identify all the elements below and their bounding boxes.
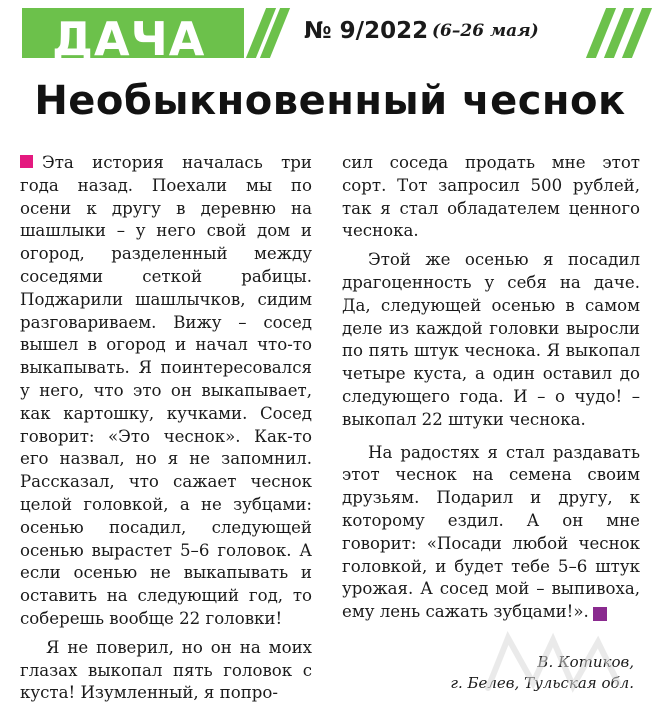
paragraph: Этой же осенью я посадил драгоценность у себя на даче. Да, следующей осенью в самом деле из каждой головки выросли по пять штук чеснока. Я выкопал четыре куста, а один оставил до следующего года. И – о чудо! – выкопал 22 штуки чеснока. (342, 250, 640, 429)
paragraph-text: Эта история началась три года назад. Поехали мы по осени к другу в деревню на шашлыки – у него свой дом и огород, разделенный между соседями сеткой рабицы. Поджарили шашлычков, сидим разговариваем. Вижу – сосед вышел в огород и начал что-то выкапывать. Я поинтересовался у него, что это он выкапывает, как картошку, кучками. Сосед говорит: «Это чеснок». Как-то его назвал, но я не запомнил. Рассказал, что сажает чеснок целой головкой, а не зубцами: осенью посадил, следующей осенью вырастет 5–6 головок. А если осенью не выкапывать и оставить на следующий год, то соберешь вообще 22 головки! (20, 153, 312, 628)
brand-name: ДАЧА (52, 12, 206, 66)
issue-dates: (6–26 мая) (432, 21, 539, 41)
lead-marker-icon (20, 155, 33, 168)
issue-number: № 9/2022 (304, 18, 429, 44)
location: г. Белев, Тульская обл. (450, 674, 634, 692)
masthead (0, 0, 660, 64)
author: В. Котиков, (537, 653, 634, 671)
right-column (342, 152, 640, 624)
paragraph-text: На радостях я стал раздавать этот чеснок на семена своим друзьям. Подарил и другу, к которому ездил. А он мне говорит: «Посади любой чеснок головкой, и будет тебе 5–6 штук урожая. А сосед мой – выпивоха, ему лень сажать зубцами!». (342, 442, 640, 622)
paragraph (342, 442, 640, 624)
paragraph: сил соседа продать мне этот сорт. Тот запросил 500 рублей, так я стал обладателем ценного чеснока. (342, 153, 640, 241)
brand-logo (22, 8, 244, 66)
paragraph: Я не поверил, но он на моих глазах выкопал пять головок с куста! Изумленный, я попро- (20, 637, 312, 703)
paragraph (20, 152, 312, 631)
left-column (20, 152, 312, 705)
byline (450, 652, 634, 694)
end-marker-icon: Д (593, 607, 607, 621)
article-title: Необыкновенный чеснок (34, 78, 626, 124)
